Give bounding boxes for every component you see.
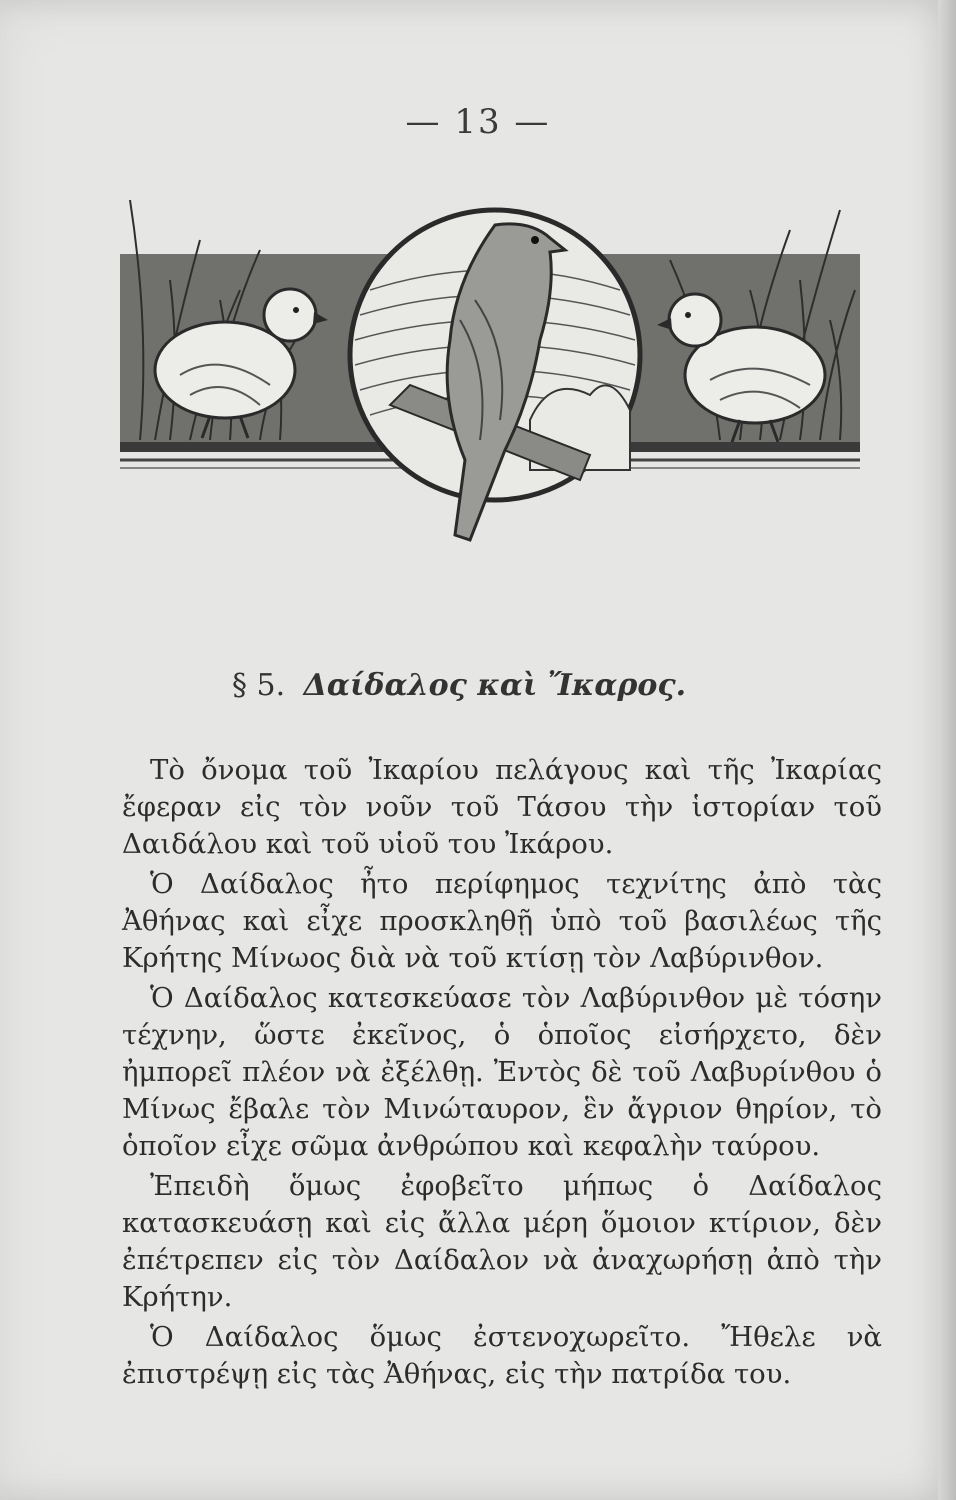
section-heading <box>232 668 792 703</box>
section-title: Δαίδαλος καὶ Ἴκαρος. <box>303 668 687 703</box>
paragraph: Ἐπειδὴ ὅμως ἐφοβεῖτο μήπως ὁ Δαίδαλος κατασκευάσῃ καὶ εἰς ἄλλα μέρη ὅμοιον κτίριον, δὲν ἐπέτρεπεν εἰς τὸν Δαίδαλον νὰ ἀναχωρήσῃ ἀπὸ τὴν Κρήτην. <box>122 1170 882 1313</box>
paragraph: Τὸ ὄνομα τοῦ Ἰκαρίου πελάγους καὶ τῆς Ἰκαρίας ἔφεραν εἰς τὸν νοῦν τοῦ Τάσου τὴν ἱστορίαν τοῦ Δαιδάλου καὶ τοῦ υἱοῦ του Ἰκάρου. <box>122 754 882 860</box>
paragraph: Ὁ Δαίδαλος ὅμως ἐστενοχωρεῖτο. Ἤθελε νὰ ἐπιστρέψῃ εἰς τὰς Ἀθήνας, εἰς τὴν πατρίδα του. <box>122 1321 882 1390</box>
body-text <box>122 752 882 1393</box>
page-edge <box>938 0 956 1500</box>
page-number: — 13 — <box>405 102 551 142</box>
paragraph: Ὁ Δαίδαλος ἦτο περίφημος τεχνίτης ἀπὸ τὰς Ἀθήνας καὶ εἶχε προσκληθῇ ὑπὸ τοῦ βασιλέως τῆς Κρήτης Μίνωος διὰ νὰ τοῦ κτίσῃ τὸν Λαβύρινθον. <box>122 868 882 974</box>
illustration <box>110 170 870 570</box>
section-symbol: § 5. <box>232 668 286 703</box>
paragraph: Ὁ Δαίδαλος κατεσκεύασε τὸν Λαβύρινθον μὲ τόσην τέχνην, ὥστε ἐκεῖνος, ὁ ὁποῖος εἰσήρχετο, δὲν ἠμπορεῖ πλέον νὰ ἐξέλθῃ. Ἐντὸς δὲ τοῦ Λαβυρίνθου ὁ Μίνως ἔβαλε τὸν Μινώταυρον, ἓν ἄγριον θηρίον, τὸ ὁποῖον εἶχε σῶμα ἀνθρώπου καὶ κεφαλὴν ταύρου. <box>122 982 882 1162</box>
